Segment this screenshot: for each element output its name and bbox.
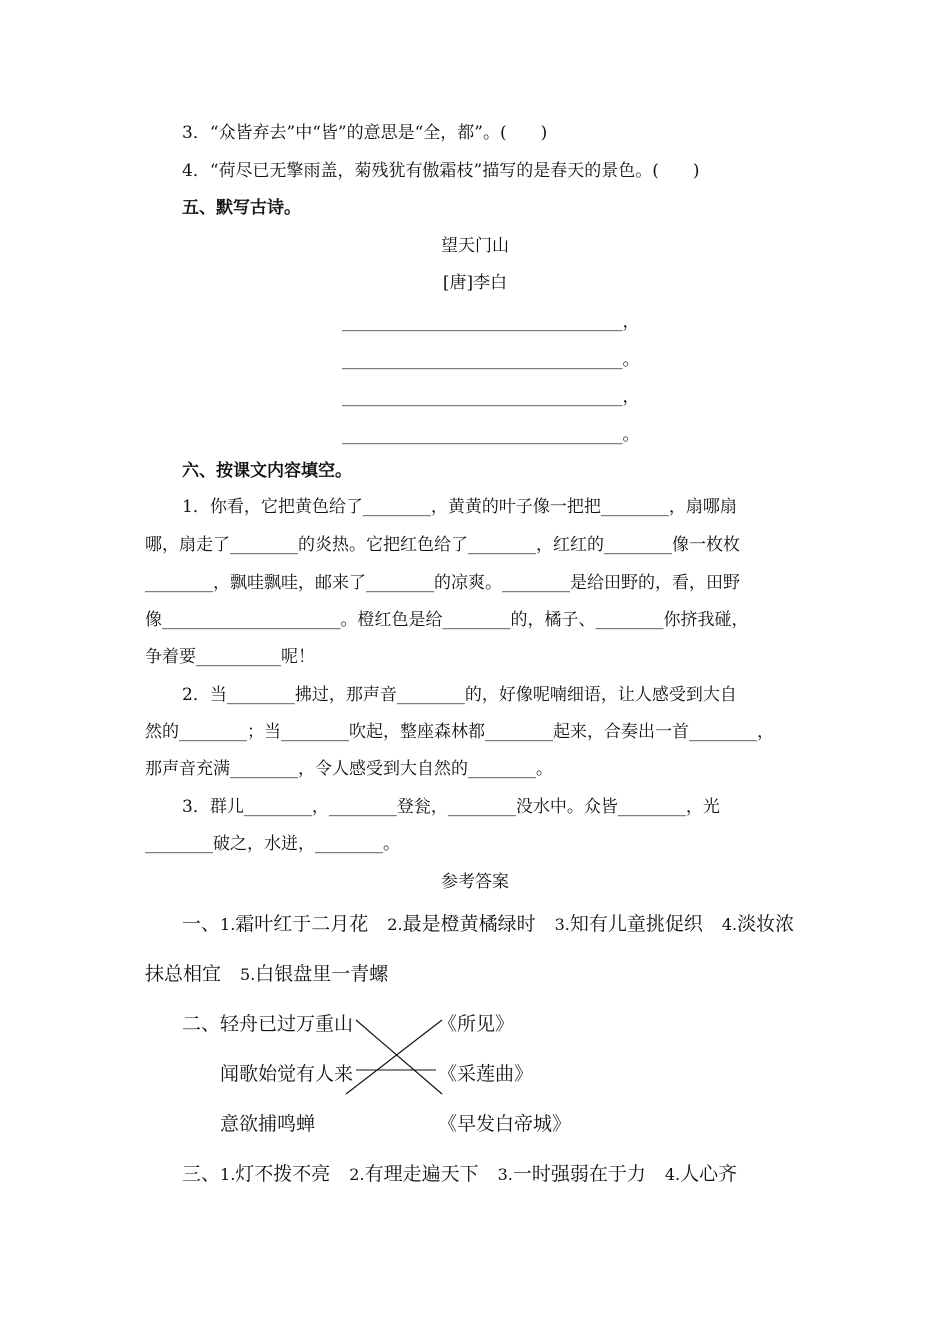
answer-2-label: 二、 [182,1013,221,1035]
answer-3-line-seg-5: 3. [497,1165,513,1184]
answer-1-line-2-seg-2: 白银盘里一青螺 [255,963,389,985]
para-3-line-2: ________破之，水迸，________。 [145,834,400,854]
match-right-1: 《所见》 [438,1013,515,1035]
section-5-heading: 五、默写古诗。 [182,198,301,218]
answer-3-line-seg-8: 人心齐 [680,1163,738,1185]
match-line-1 [356,1020,442,1094]
answer-1-line-1-seg-0: 一、 [182,913,221,935]
answer-1-line-1-seg-4: 最是橙黄橘绿时 [402,913,555,935]
answer-3-line-seg-7: 4. [664,1165,681,1184]
answer-1-line-2-seg-0: 抹总相宜 [145,963,241,985]
para-1-line-3: ________，飘哇飘哇，邮来了________的凉爽。________是给田野的，看，田野 [145,573,740,593]
judge-item-3: 3．“众皆弃去”中“皆”的意思是“全，都”。( ) [182,123,548,143]
judge-item-4: 4．“荷尽已无擎雨盖，菊残犹有傲霜枝”描写的是春天的景色。( ) [182,161,700,181]
answer-3-line-seg-3: 2. [349,1165,365,1184]
answer-1-line-1-seg-3: 2. [387,915,403,934]
answer-3-line-seg-2: 灯不拨不亮 [235,1163,350,1185]
para-1-line-5: 争着要__________呢！ [145,647,315,667]
match-left-1: 轻舟已过万重山 [220,1013,354,1035]
match-left-2: 闻歌始觉有人来 [220,1063,354,1085]
para-1-line-1: 1．你看，它把黄色给了________，黄黄的叶子像一把把________，扇哪扇 [182,497,737,517]
answer-1-line-2-seg-1: 5. [240,965,256,984]
answer-1-line-1-seg-6: 知有儿童挑促织 [569,913,722,935]
poem-blank-1: _________________________________， [342,312,640,332]
poem-blank-3: _________________________________， [342,387,640,407]
para-2-line-3: 那声音充满________，令人感受到大自然的________。 [145,759,553,779]
answers-heading: 参考答案 [441,872,509,892]
answer-1-line-1-seg-5: 3. [554,915,570,934]
match-right-2: 《采莲曲》 [438,1063,534,1085]
para-1-line-2: 哪，扇走了________的炎热。它把红色给了________，红红的________像一枚枚 [145,535,740,555]
match-left-3: 意欲捕鸣蝉 [220,1113,316,1135]
match-line-2 [346,1020,442,1094]
para-1-line-4: 像_____________________。橙红色是给________的，橘子、________你挤我碰， [145,610,749,630]
answer-1-line-1-seg-1: 1. [220,915,236,934]
answer-3-line-seg-4: 有理走遍天下 [364,1163,498,1185]
poem-title: 望天门山 [441,236,509,256]
poem-blank-4: _________________________________。 [342,425,640,445]
answer-3-line-seg-6: 一时强弱在于力 [512,1163,665,1185]
poem-blank-2: _________________________________。 [342,350,640,370]
match-right-3: 《早发白帝城》 [438,1113,572,1135]
answer-1-line-1-seg-2: 霜叶红于二月花 [235,913,388,935]
poem-author: [唐]李白 [442,273,508,293]
section-6-heading: 六、按课文内容填空。 [182,461,352,481]
answer-3-line-seg-0: 三、 [182,1163,221,1185]
para-2-line-2: 然的________；当________吹起，整座森林都________起来，合奏出一首________， [145,722,774,742]
para-3-line-1: 3．群儿________，________登瓮，________没水中。众皆________，光 [182,797,720,817]
answer-3-line-seg-1: 1. [220,1165,236,1184]
answer-3-line [182,1162,737,1187]
answer-1-line-1-seg-8: 淡妆浓 [737,913,795,935]
para-2-line-1: 2．当________拂过，那声音________的，好像呢喃细语，让人感受到大自 [182,685,737,705]
answer-1-line-1-seg-7: 4. [721,915,738,934]
